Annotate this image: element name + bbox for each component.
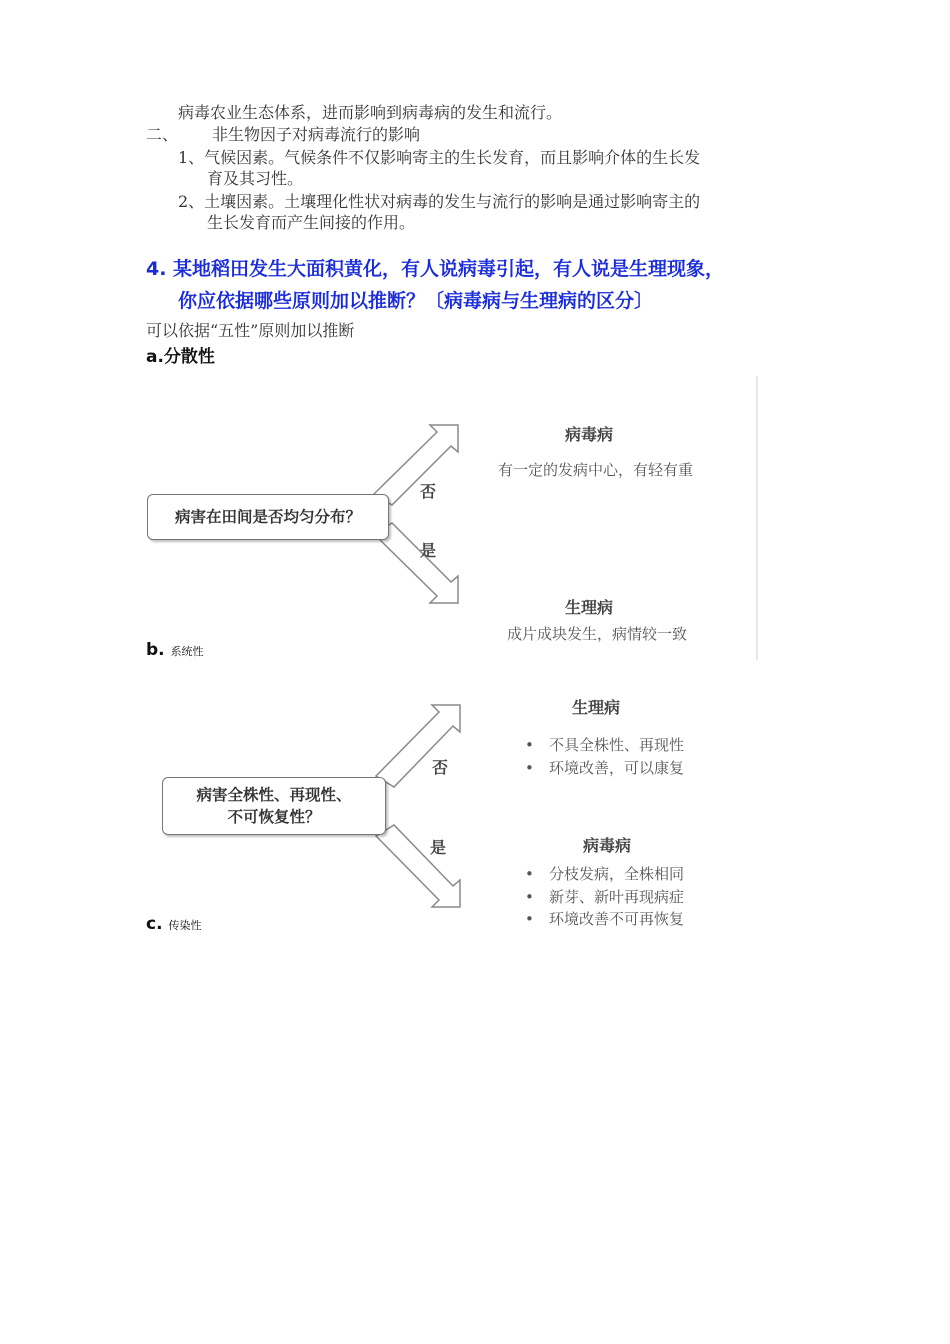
item-2-line-2: 生长发育而产生间接的作用。 bbox=[207, 213, 416, 232]
diagram-b-question-line-1: 病害全株性、再现性、 bbox=[196, 786, 352, 804]
diagram-b-yes-label: 是 bbox=[430, 838, 447, 857]
label-a: a.分散性 bbox=[146, 347, 215, 367]
label-b bbox=[146, 640, 204, 660]
diagram-b-bottom-bullet-2: • 新芽、新叶再现病症 bbox=[525, 888, 685, 906]
diagram-a-top-desc: 有一定的发病中心，有轻有重 bbox=[498, 461, 694, 479]
diagram-a-up-arrow bbox=[374, 425, 458, 505]
item-1-line-1: 1、气候因素。气候条件不仅影响寄主的生长发育，而且影响介体的生长发 bbox=[178, 148, 701, 167]
item-2-line-1: 2、土壤因素。土壤理化性状对病毒的发生与流行的影响是通过影响寄主的 bbox=[178, 192, 701, 211]
diagram-b-bottom-bullet-3-text: 环境改善不可再恢复 bbox=[549, 910, 685, 928]
diagram-a-bottom-desc: 成片成块发生，病情较一致 bbox=[507, 625, 688, 643]
diagram-b-top-bullet-1: • 不具全株性、再现性 bbox=[525, 736, 685, 754]
diagram-b-question-box bbox=[162, 777, 386, 835]
section-number: 二、 bbox=[146, 125, 179, 144]
label-c bbox=[146, 914, 201, 934]
item-1-line-2: 育及其习性。 bbox=[207, 169, 304, 188]
diagram-b-bottom-bullet-2-text: 新芽、新叶再现病症 bbox=[549, 888, 685, 906]
label-b-text: 系统性 bbox=[170, 645, 204, 658]
diagram-a-top-title: 病毒病 bbox=[565, 425, 614, 444]
diagram-b-bottom-bullet-1-text: 分枝发病，全株相同 bbox=[549, 865, 685, 883]
paragraph-continuation: 病毒农业生态体系，进而影响到病毒病的发生和流行。 bbox=[178, 103, 563, 122]
diagram-b-top-bullet-2: • 环境改善，可以康复 bbox=[525, 759, 685, 777]
label-c-text: 传染性 bbox=[168, 919, 202, 932]
diagram-b-bottom-bullet-3: • 环境改善不可再恢复 bbox=[525, 910, 685, 928]
diagram-b-top-title: 生理病 bbox=[572, 698, 621, 717]
diagram-b-top-bullet-2-text: 环境改善，可以康复 bbox=[549, 759, 685, 777]
question-4-line-1: 4. 某地稻田发生大面积黄化，有人说病毒引起，有人说是生理现象， bbox=[146, 258, 725, 280]
diagram-b-down-arrow bbox=[376, 825, 460, 907]
label-b-prefix: b. bbox=[146, 640, 165, 660]
diagram-b-top-bullet-1-text: 不具全株性、再现性 bbox=[549, 736, 685, 754]
question-4-line-2: 你应依据哪些原则加以推断？〔病毒病与生理病的区分〕 bbox=[178, 290, 654, 312]
diagram-b-bottom-bullet-1: • 分枝发病，全株相同 bbox=[525, 865, 685, 883]
diagram-b-question-line-2: 不可恢复性？ bbox=[227, 808, 321, 826]
diagram-b-bottom-title: 病毒病 bbox=[583, 836, 632, 855]
diagram-a-question-box bbox=[147, 494, 389, 540]
section-title: 非生物因子对病毒流行的影响 bbox=[212, 125, 421, 144]
label-c-prefix: c. bbox=[146, 914, 163, 934]
diagram-a-no-label: 否 bbox=[420, 482, 437, 501]
diagram-b-no-label: 否 bbox=[432, 758, 449, 777]
intro-text: 可以依据“五性”原则加以推断 bbox=[146, 321, 355, 340]
diagram-a-yes-label: 是 bbox=[420, 541, 437, 560]
diagram-a-question: 病害在田间是否均匀分布？ bbox=[174, 508, 361, 526]
diagram-a-bottom-title: 生理病 bbox=[565, 598, 614, 617]
